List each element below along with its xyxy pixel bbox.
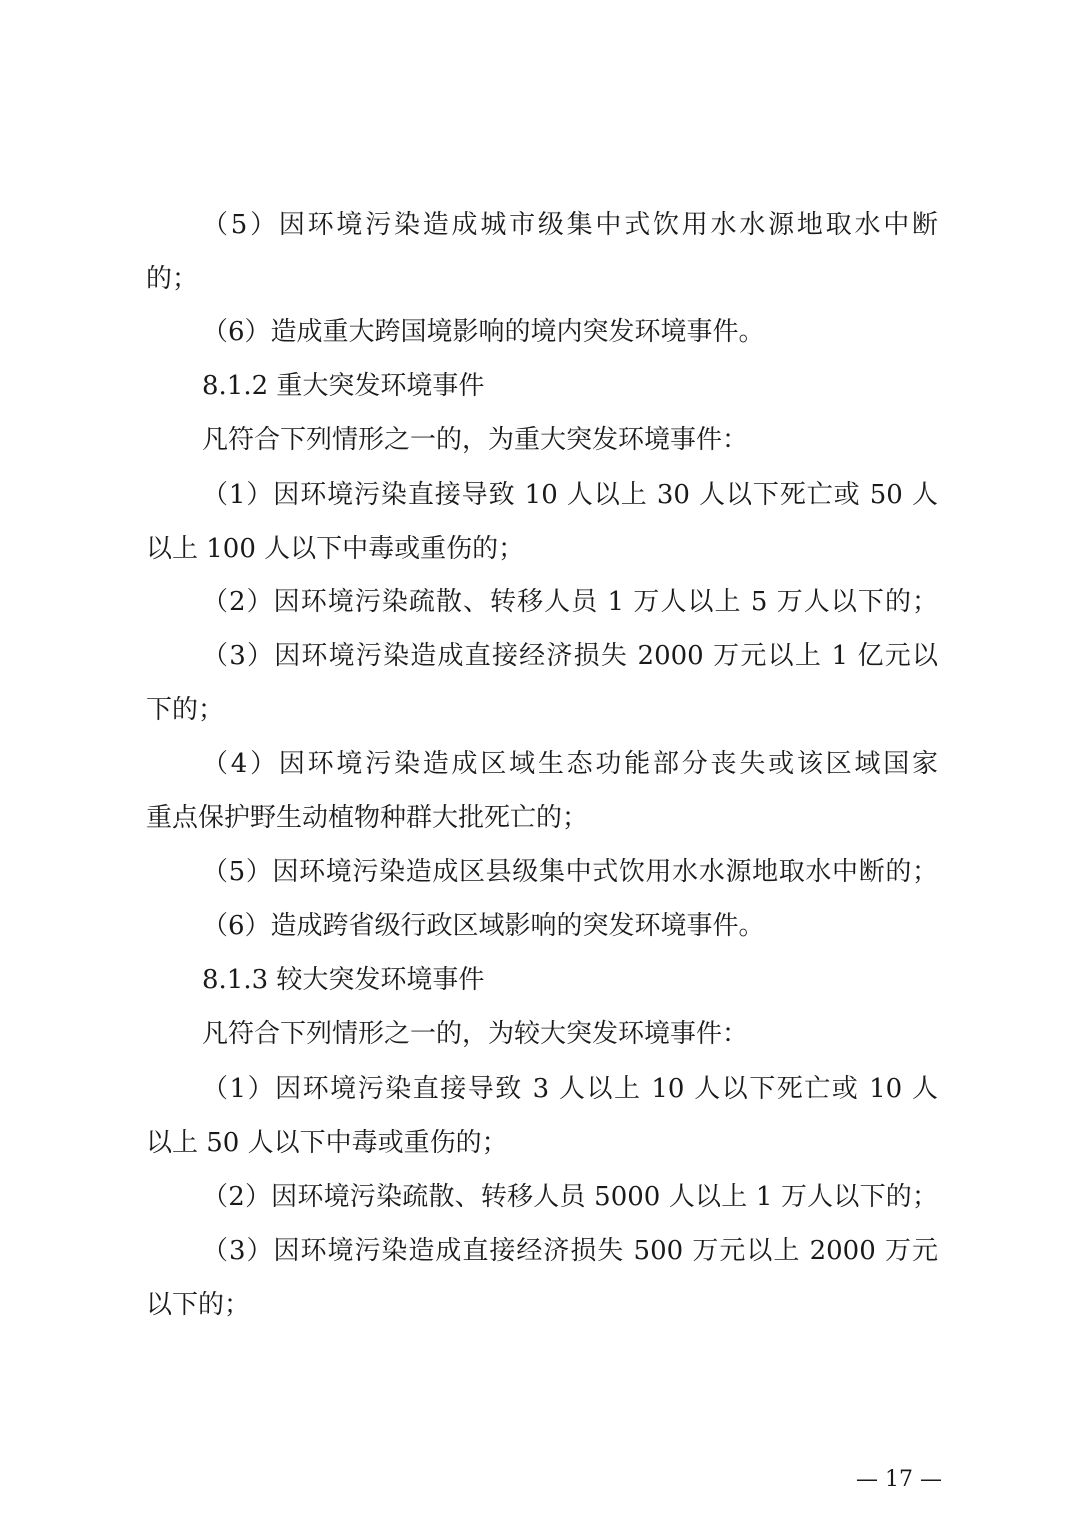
- section-heading: 8.1.3 较大突发环境事件: [202, 965, 485, 995]
- paragraph-line: 的；: [146, 264, 199, 294]
- paragraph-line: （1）因环境污染直接导致 3 人以上 10 人以下死亡或 10 人: [202, 1074, 938, 1104]
- paragraph-line: （2）因环境污染疏散、转移人员 1 万人以上 5 万人以下的；: [202, 587, 938, 617]
- paragraph-line: （3）因环境污染造成直接经济损失 500 万元以上 2000 万元: [202, 1236, 938, 1266]
- paragraph-line: （4）因环境污染造成区域生态功能部分丧失或该区域国家: [202, 749, 938, 779]
- paragraph-line: （6）造成重大跨国境影响的境内突发环境事件。: [202, 317, 765, 347]
- section-heading: 8.1.2 重大突发环境事件: [202, 371, 485, 401]
- paragraph-line: 以上 50 人以下中毒或重伤的；: [146, 1128, 508, 1158]
- paragraph-line: 凡符合下列情形之一的，为重大突发环境事件：: [202, 425, 749, 455]
- paragraph-line: 凡符合下列情形之一的，为较大突发环境事件：: [202, 1019, 749, 1049]
- paragraph-line: （5）因环境污染造成区县级集中式饮用水水源地取水中断的；: [202, 857, 938, 887]
- paragraph-line: （5）因环境污染造成城市级集中式饮用水水源地取水中断: [202, 210, 938, 240]
- page-number: — 17 —: [856, 1467, 942, 1492]
- paragraph-line: 以上 100 人以下中毒或重伤的；: [146, 534, 525, 564]
- paragraph-line: （3）因环境污染造成直接经济损失 2000 万元以上 1 亿元以: [202, 641, 938, 671]
- paragraph-line: 下的；: [146, 695, 225, 725]
- paragraph-line: 以下的；: [146, 1290, 251, 1320]
- paragraph-line: （6）造成跨省级行政区域影响的突发环境事件。: [202, 911, 765, 941]
- paragraph-line: （1）因环境污染直接导致 10 人以上 30 人以下死亡或 50 人: [202, 480, 938, 510]
- paragraph-line: 重点保护野生动植物种群大批死亡的；: [146, 803, 589, 833]
- paragraph-line: （2）因环境污染疏散、转移人员 5000 人以上 1 万人以下的；: [202, 1182, 938, 1212]
